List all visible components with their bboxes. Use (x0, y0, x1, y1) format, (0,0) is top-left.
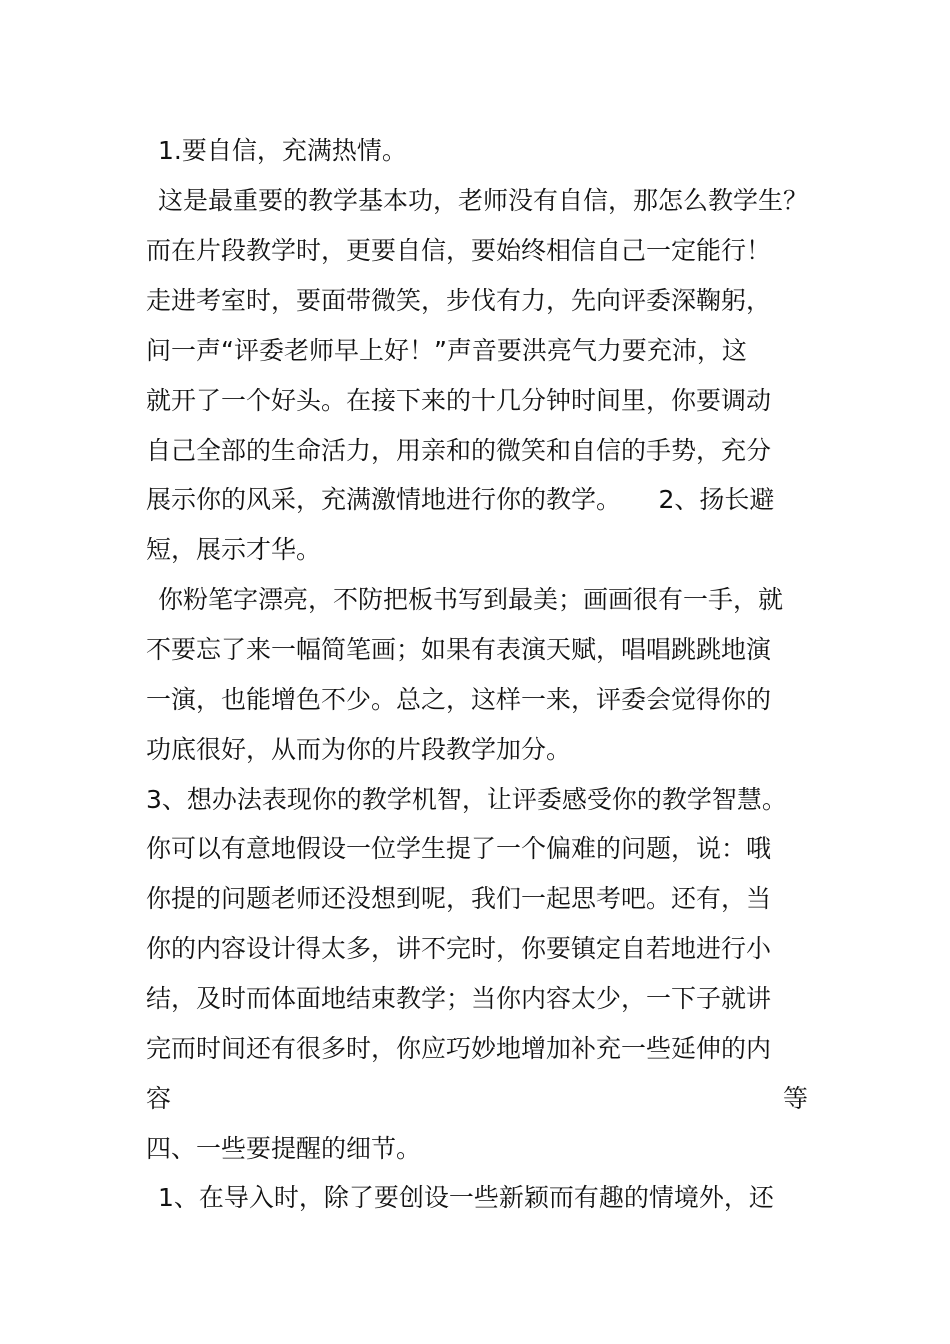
paragraph-line: 你提的问题老师还没想到呢，我们一起思考吧。还有，当 (146, 884, 772, 913)
split-line-left: 容 (146, 1084, 172, 1113)
heading-confidence: 1.要自信，充满热情。 (158, 136, 407, 165)
paragraph-line: 这是最重要的教学基本功，老师没有自信，那怎么教学生？ (158, 186, 809, 215)
paragraph-line: 完而时间还有很多时，你应巧妙地增加补充一些延伸的内 (146, 1034, 772, 1063)
paragraph-line: 你的内容设计得太多，讲不完时，你要镇定自若地进行小 (146, 934, 772, 963)
paragraph-line: 短，展示才华。 (146, 535, 322, 564)
paragraph-line: 1、在导入时，除了要创设一些新颖而有趣的情境外，还 (158, 1183, 774, 1212)
split-line-right: 等 (782, 1084, 808, 1113)
paragraph-line: 你粉笔字漂亮，不防把板书写到最美；画画很有一手，就 (158, 585, 784, 614)
heading-details: 四、一些要提醒的细节。 (146, 1134, 422, 1163)
paragraph-line: 而在片段教学时，更要自信，要始终相信自己一定能行！ (146, 236, 772, 265)
paragraph-line: 结，及时而体面地结束教学；当你内容太少，一下子就讲 (146, 984, 772, 1013)
paragraph-line: 展示你的风采，充满激情地进行你的教学。 2、扬长避 (146, 485, 775, 514)
paragraph-line: 就开了一个好头。在接下来的十几分钟时间里，你要调动 (146, 386, 772, 415)
heading-teaching-wit: 3、想办法表现你的教学机智，让评委感受你的教学智慧。 (146, 785, 787, 814)
paragraph-line: 自己全部的生命活力，用亲和的微笑和自信的手势，充分 (146, 436, 772, 465)
paragraph-line: 问一声“评委老师早上好！”声音要洪亮气力要充沛，这 (146, 336, 747, 365)
paragraph-line: 不要忘了来一幅简笔画；如果有表演天赋，唱唱跳跳地演 (146, 635, 772, 664)
paragraph-split-line (146, 1082, 808, 1116)
paragraph-line: 一演，也能增色不少。总之，这样一来，评委会觉得你的 (146, 685, 772, 714)
paragraph-line: 你可以有意地假设一位学生提了一个偏难的问题，说：哦 (146, 834, 772, 863)
paragraph-line: 走进考室时，要面带微笑，步伐有力，先向评委深鞠躬， (146, 286, 772, 315)
paragraph-line: 功底很好，从而为你的片段教学加分。 (146, 735, 572, 764)
